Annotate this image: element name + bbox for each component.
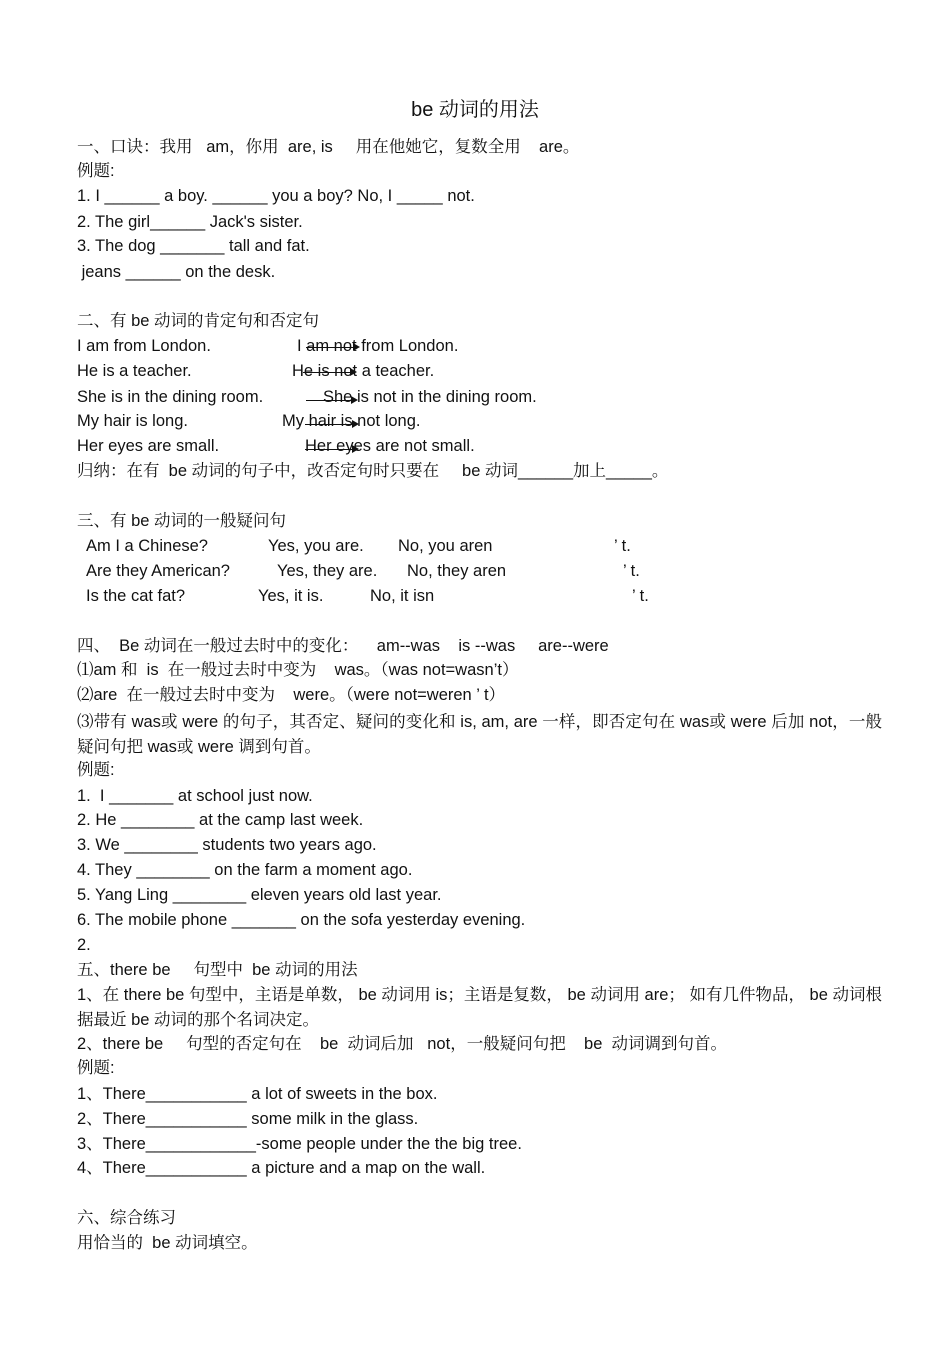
- yes-answer: Yes, they are.: [277, 562, 378, 580]
- transform-arrow: [305, 424, 355, 425]
- negative-sentence: She is not in the dining room.: [323, 388, 537, 406]
- exercise-item: 4、There___________ a picture and a map on the wall.: [77, 1159, 486, 1177]
- exercise-item: jeans ______ on the desk.: [77, 263, 276, 281]
- rule-text: 1、在 there be 句型中，主语是单数， be 动词用 is；主语是复数， be 动词用 are； 如有几件物品， be 动词根据最近 be 动词的那个名词决定。: [77, 986, 882, 1029]
- positive-sentence: My hair is long.: [77, 412, 188, 430]
- positive-sentence: I am from London.: [77, 337, 211, 355]
- no-answer-tail: ’ t.: [623, 562, 640, 580]
- exercise-item: 1. I _______ at school just now.: [77, 787, 313, 805]
- question: Is the cat fat?: [86, 587, 186, 605]
- exercise-item: 3、There____________-some people under the the big tree.: [77, 1135, 522, 1153]
- no-answer: No, they aren: [407, 562, 507, 580]
- exercise-item: 6. The mobile phone _______ on the sofa yesterday evening.: [77, 911, 526, 929]
- transform-arrow: [306, 400, 354, 401]
- negative-sentence: Her eyes are not small.: [305, 437, 475, 455]
- question: Am I a Chinese?: [86, 537, 208, 555]
- no-answer-tail: ’ t.: [632, 587, 649, 605]
- no-answer: No, you aren: [398, 537, 493, 555]
- negative-sentence: He is not a teacher.: [292, 362, 435, 380]
- section-1-heading: 一、口诀：我用 am，你用 are, is 用在他她它，复数全用 are。: [77, 138, 580, 156]
- no-answer-tail: ’ t.: [614, 537, 631, 555]
- exercise-item: 2. He ________ at the camp last week.: [77, 811, 364, 829]
- summary-text: 归纳：在有 be 动词的句子中，改否定句时只要在 be 动词______加上_____。: [77, 462, 669, 480]
- example-label: 例题:: [77, 1059, 115, 1077]
- negative-sentence: I am not from London.: [297, 337, 459, 355]
- question: Are they American?: [86, 562, 230, 580]
- page-title: be 动词的用法: [411, 99, 539, 121]
- yes-answer: Yes, it is.: [258, 587, 324, 605]
- rule-text: ⑶带有 was或 were 的句子，其否定、疑问的变化和 is, am, are 一样，即否定句在 was或 were 后加 not，一般疑问句把 was或 were 调到句首。: [77, 713, 882, 756]
- positive-sentence: She is in the dining room.: [77, 388, 264, 406]
- no-answer: No, it isn: [370, 587, 435, 605]
- exercise-item: 3. The dog _______ tall and fat.: [77, 237, 310, 255]
- negative-sentence: My hair is not long.: [282, 412, 421, 430]
- exercise-item: 2. The girl______ Jack's sister.: [77, 213, 303, 231]
- positive-sentence: Her eyes are small.: [77, 437, 220, 455]
- positive-sentence: He is a teacher.: [77, 362, 192, 380]
- section-6-heading: 六、综合练习: [77, 1209, 176, 1227]
- exercise-item: 5. Yang Ling ________ eleven years old last year.: [77, 886, 442, 904]
- example-label: 例题:: [77, 761, 115, 779]
- section-5-heading: 五、there be 句型中 be 动词的用法: [77, 961, 358, 979]
- yes-answer: Yes, you are.: [268, 537, 364, 555]
- exercise-item: 3. We ________ students two years ago.: [77, 836, 377, 854]
- instruction-text: 用恰当的 be 动词填空。: [77, 1234, 258, 1252]
- transform-arrow: [303, 372, 353, 373]
- rule-text: ⑴am 和 is 在一般过去时中变为 was。（was not=wasn’t）: [77, 661, 519, 679]
- section-2-heading: 二、有 be 动词的肯定句和否定句: [77, 312, 320, 330]
- exercise-item: 1. I ______ a boy. ______ you a boy? No, I _____ not.: [77, 187, 475, 205]
- transform-arrow: [305, 449, 355, 450]
- transform-arrow: [306, 347, 356, 348]
- section-3-heading: 三、有 be 动词的一般疑问句: [77, 512, 287, 530]
- exercise-item: 1、There___________ a lot of sweets in the box.: [77, 1085, 438, 1103]
- rule-text: 2、there be 句型的否定句在 be 动词后加 not，一般疑问句把 be 动词调到句首。: [77, 1035, 728, 1053]
- section-4-heading: 四、 Be 动词在一般过去时中的变化： am--was is --was are--were: [77, 637, 609, 655]
- exercise-item: 2.: [77, 936, 91, 954]
- rule-text: ⑵are 在一般过去时中变为 were。（were not=weren ’ t）: [77, 686, 506, 704]
- exercise-item: 4. They ________ on the farm a moment ago.: [77, 861, 413, 879]
- example-label: 例题:: [77, 162, 115, 180]
- exercise-item: 2、There___________ some milk in the glass.: [77, 1110, 419, 1128]
